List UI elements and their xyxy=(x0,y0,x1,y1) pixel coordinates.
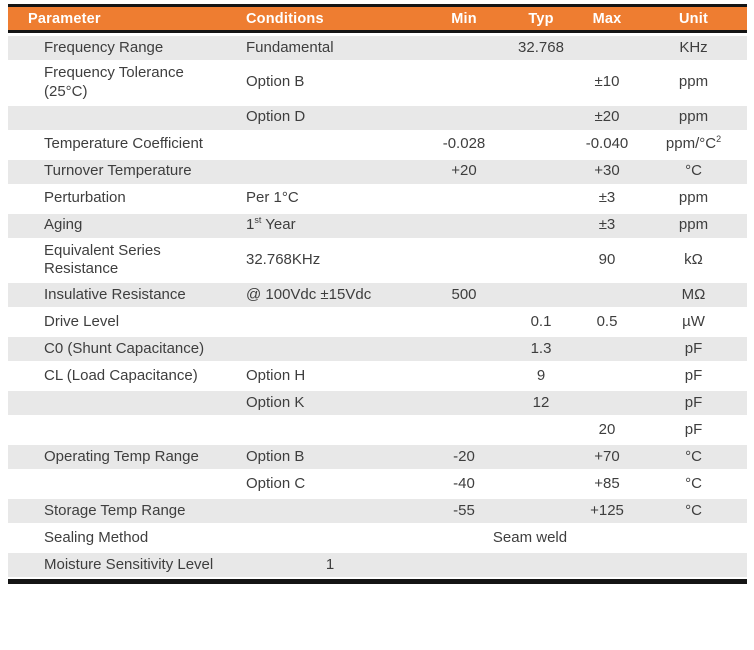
table-row xyxy=(8,103,747,130)
table-row xyxy=(8,238,747,281)
cell-unit: MΩ xyxy=(640,280,747,307)
cell-unit: pF xyxy=(640,388,747,415)
cell-max: ±3 xyxy=(574,184,640,211)
cell-min xyxy=(420,307,508,334)
cell-typ xyxy=(508,60,574,103)
cell-unit: ppm xyxy=(640,211,747,238)
cell-conditions: Option H xyxy=(240,361,420,388)
cell-min xyxy=(420,33,508,60)
table-row xyxy=(8,184,747,211)
cell-min: 500 xyxy=(420,280,508,307)
cell-min: -0.028 xyxy=(420,130,508,157)
cell-min: -55 xyxy=(420,496,508,523)
cell-conditions: Option C xyxy=(240,469,420,496)
table-row xyxy=(8,60,747,103)
cell-conditions xyxy=(240,307,420,334)
cell-max: +125 xyxy=(574,496,640,523)
table-row xyxy=(8,496,747,523)
cell-parameter: Temperature Coefficient xyxy=(8,130,240,157)
cell-typ xyxy=(508,238,574,281)
cell-parameter: Perturbation xyxy=(8,184,240,211)
cell-unit: ppm xyxy=(640,60,747,103)
table-row xyxy=(8,415,747,442)
cell-typ xyxy=(508,157,574,184)
cell-unit: pF xyxy=(640,361,747,388)
cell-min xyxy=(420,388,508,415)
cell-max xyxy=(574,361,640,388)
cell-max: +85 xyxy=(574,469,640,496)
column-header-max: Max xyxy=(574,4,640,33)
cell-min xyxy=(420,550,508,577)
cell-unit: KHz xyxy=(640,33,747,60)
cell-merged-value: Seam weld xyxy=(420,523,640,550)
table-row xyxy=(8,130,747,157)
cell-typ xyxy=(508,550,574,577)
cell-max: 90 xyxy=(574,238,640,281)
cell-parameter: Storage Temp Range xyxy=(8,496,240,523)
table-row xyxy=(8,469,747,496)
table-row xyxy=(8,157,747,184)
cell-parameter: Drive Level xyxy=(8,307,240,334)
cell-typ xyxy=(508,184,574,211)
cell-parameter: Aging xyxy=(8,211,240,238)
cell-min: -20 xyxy=(420,442,508,469)
cell-typ: 32.768 xyxy=(508,33,574,60)
header-row xyxy=(8,4,747,33)
column-header-typ: Typ xyxy=(508,4,574,33)
cell-unit: °C xyxy=(640,157,747,184)
cell-unit: ppm xyxy=(640,103,747,130)
column-header-min: Min xyxy=(420,4,508,33)
table-row xyxy=(8,307,747,334)
cell-min: +20 xyxy=(420,157,508,184)
cell-typ xyxy=(508,496,574,523)
cell-unit: pF xyxy=(640,334,747,361)
cell-parameter xyxy=(8,469,240,496)
cell-typ: 1.3 xyxy=(508,334,574,361)
cell-min xyxy=(420,211,508,238)
table-header xyxy=(8,4,747,33)
cell-max xyxy=(574,550,640,577)
specifications-table xyxy=(8,4,747,577)
cell-min xyxy=(420,361,508,388)
cell-unit: ppm xyxy=(640,184,747,211)
cell-typ: 9 xyxy=(508,361,574,388)
cell-conditions: @ 100Vdc ±15Vdc xyxy=(240,280,420,307)
table-row xyxy=(8,33,747,60)
cell-parameter: Frequency Tolerance (25°C) xyxy=(8,60,240,103)
cell-parameter: Frequency Range xyxy=(8,33,240,60)
cell-unit: °C xyxy=(640,496,747,523)
cell-max xyxy=(574,388,640,415)
cell-typ: 0.1 xyxy=(508,307,574,334)
cell-max xyxy=(574,334,640,361)
cell-max: ±10 xyxy=(574,60,640,103)
cell-typ: 12 xyxy=(508,388,574,415)
cell-unit: kΩ xyxy=(640,238,747,281)
cell-typ xyxy=(508,469,574,496)
cell-parameter xyxy=(8,415,240,442)
cell-unit xyxy=(640,523,747,550)
spec-table-container xyxy=(8,4,747,584)
cell-unit: pF xyxy=(640,415,747,442)
cell-conditions xyxy=(240,496,420,523)
cell-conditions: Option K xyxy=(240,388,420,415)
cell-parameter: CL (Load Capacitance) xyxy=(8,361,240,388)
cell-max: +30 xyxy=(574,157,640,184)
cell-parameter: Equivalent Series Resistance xyxy=(8,238,240,281)
cell-conditions: 1 xyxy=(240,550,420,577)
cell-conditions: Per 1°C xyxy=(240,184,420,211)
cell-max: ±3 xyxy=(574,211,640,238)
cell-min: -40 xyxy=(420,469,508,496)
cell-conditions xyxy=(240,415,420,442)
cell-parameter: Sealing Method xyxy=(8,523,240,550)
cell-min xyxy=(420,103,508,130)
cell-parameter: Moisture Sensitivity Level xyxy=(8,550,240,577)
cell-max xyxy=(574,280,640,307)
cell-parameter: Operating Temp Range xyxy=(8,442,240,469)
cell-min xyxy=(420,334,508,361)
table-row xyxy=(8,211,747,238)
table-row xyxy=(8,550,747,577)
table-bottom-rule xyxy=(8,579,747,584)
cell-unit xyxy=(640,550,747,577)
cell-conditions: Option B xyxy=(240,442,420,469)
cell-unit: °C xyxy=(640,442,747,469)
cell-unit: µW xyxy=(640,307,747,334)
cell-conditions: Fundamental xyxy=(240,33,420,60)
cell-max: 20 xyxy=(574,415,640,442)
cell-unit: °C xyxy=(640,469,747,496)
cell-conditions xyxy=(240,157,420,184)
cell-conditions xyxy=(240,130,420,157)
table-row xyxy=(8,334,747,361)
cell-max: 0.5 xyxy=(574,307,640,334)
table-row xyxy=(8,280,747,307)
cell-max xyxy=(574,33,640,60)
cell-max: -0.040 xyxy=(574,130,640,157)
cell-conditions xyxy=(240,523,420,550)
cell-parameter: Insulative Resistance xyxy=(8,280,240,307)
cell-max: +70 xyxy=(574,442,640,469)
cell-parameter: C0 (Shunt Capacitance) xyxy=(8,334,240,361)
cell-typ xyxy=(508,211,574,238)
table-row xyxy=(8,523,747,550)
cell-unit: ppm/$^\circ C^2$ xyxy=(640,130,747,157)
cell-parameter xyxy=(8,103,240,130)
cell-conditions: 1st Year xyxy=(240,211,420,238)
column-header-unit: Unit xyxy=(640,4,747,33)
page xyxy=(0,4,754,650)
table-body xyxy=(8,33,747,577)
column-header-conditions: Conditions xyxy=(240,4,420,33)
cell-conditions xyxy=(240,334,420,361)
cell-parameter: Turnover Temperature xyxy=(8,157,240,184)
cell-typ xyxy=(508,103,574,130)
table-row xyxy=(8,442,747,469)
cell-conditions: Option D xyxy=(240,103,420,130)
cell-min xyxy=(420,415,508,442)
table-row xyxy=(8,388,747,415)
cell-min xyxy=(420,238,508,281)
cell-max: ±20 xyxy=(574,103,640,130)
cell-typ xyxy=(508,442,574,469)
cell-conditions: Option B xyxy=(240,60,420,103)
cell-conditions: 32.768KHz xyxy=(240,238,420,281)
column-header-parameter: Parameter xyxy=(8,4,240,33)
cell-typ xyxy=(508,280,574,307)
table-row xyxy=(8,361,747,388)
cell-typ xyxy=(508,130,574,157)
cell-typ xyxy=(508,415,574,442)
cell-min xyxy=(420,184,508,211)
cell-min xyxy=(420,60,508,103)
cell-parameter xyxy=(8,388,240,415)
